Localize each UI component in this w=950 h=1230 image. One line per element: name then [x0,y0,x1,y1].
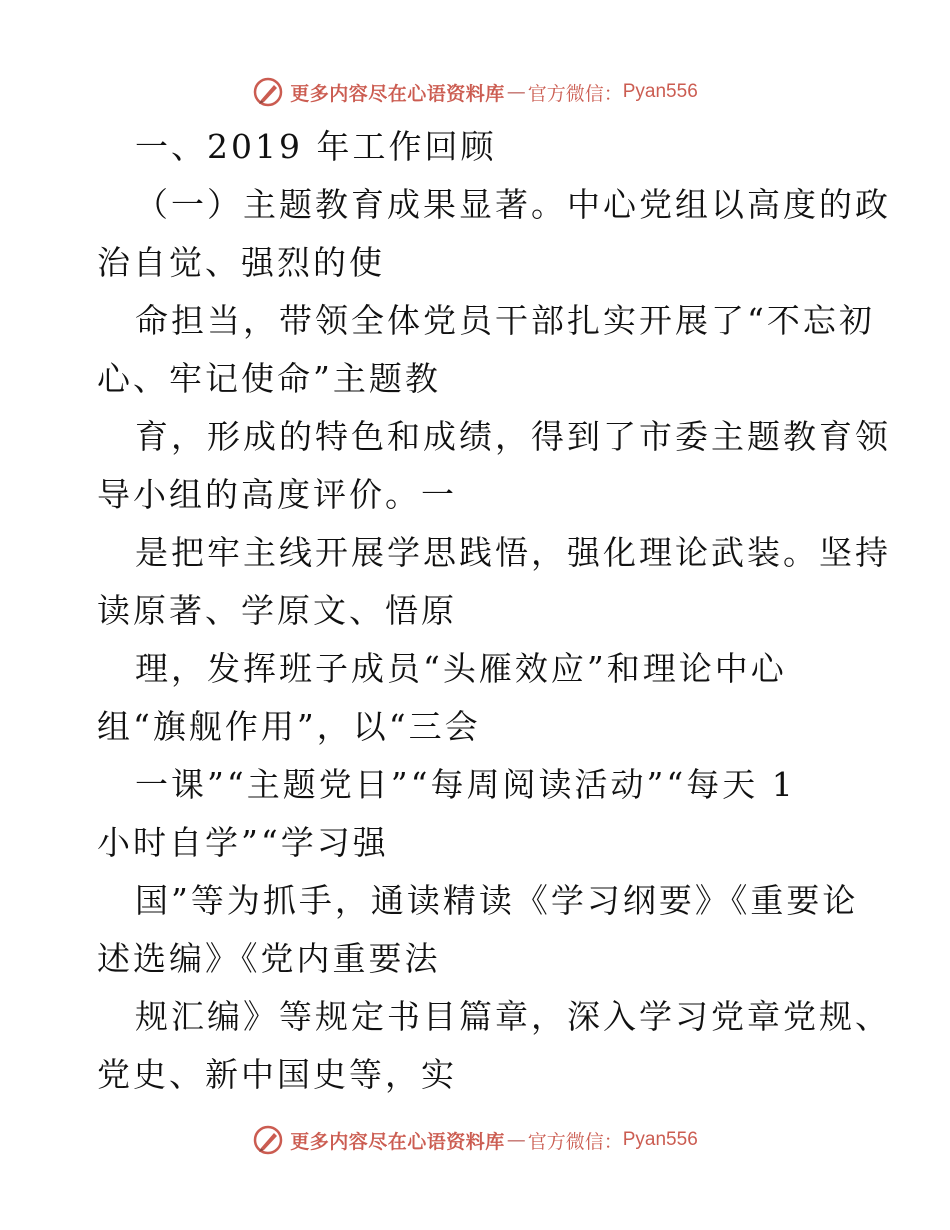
text-line: 育，形成的特色和成绩，得到了市委主题教育领 [135,417,891,456]
text-line: 规汇编》等规定书目篇章，深入学习党章党规、 [135,997,891,1036]
text-line: 是把牢主线开展学思践悟，强化理论武装。坚持 [135,533,891,572]
text-line: （一）主题教育成果显著。中心党组以高度的政 [135,185,891,224]
text-line: 导小组的高度评价。一 [97,475,457,514]
text-line: 一、2019 年工作回顾 [135,127,497,166]
footer-watermark [0,1120,950,1160]
watermark-wechat-label: 官方微信： [527,82,623,105]
watermark-text: 更多内容尽在心语资料库 [290,82,505,105]
text-line: 国”等为抓手，通读精读《学习纲要》《重要论 [135,881,859,920]
watermark-text: 更多内容尽在心语资料库 [290,1130,505,1153]
text-line: 命担当，带领全体党员干部扎实开展了“不忘初 [135,301,875,340]
watermark-wechat-id: Pyan556 [622,81,698,102]
watermark-separator: — [506,1129,526,1151]
text-line: 组“旗舰作用”，以“三会 [97,707,481,746]
header-watermark [0,72,950,112]
text-line: 小时自学”“学习强 [97,823,389,862]
text-line: 读原著、学原文、悟原 [97,591,457,630]
watermark-separator: — [506,81,526,103]
text-line: 心、牢记使命”主题教 [97,359,441,398]
text-line: 理，发挥班子成员“头雁效应”和理论中心 [135,649,787,688]
text-line: 述选编》《党内重要法 [97,939,441,978]
pen-in-circle-icon [252,76,284,108]
watermark-wechat-id: Pyan556 [622,1129,698,1150]
watermark-wechat-label: 官方微信： [527,1130,623,1153]
text-line: 党史、新中国史等，实 [97,1055,457,1094]
pen-in-circle-icon [252,1124,284,1156]
text-line: 一课”“主题党日”“每周阅读活动”“每天 1 [135,765,796,804]
text-line: 治自觉、强烈的使 [97,243,385,282]
